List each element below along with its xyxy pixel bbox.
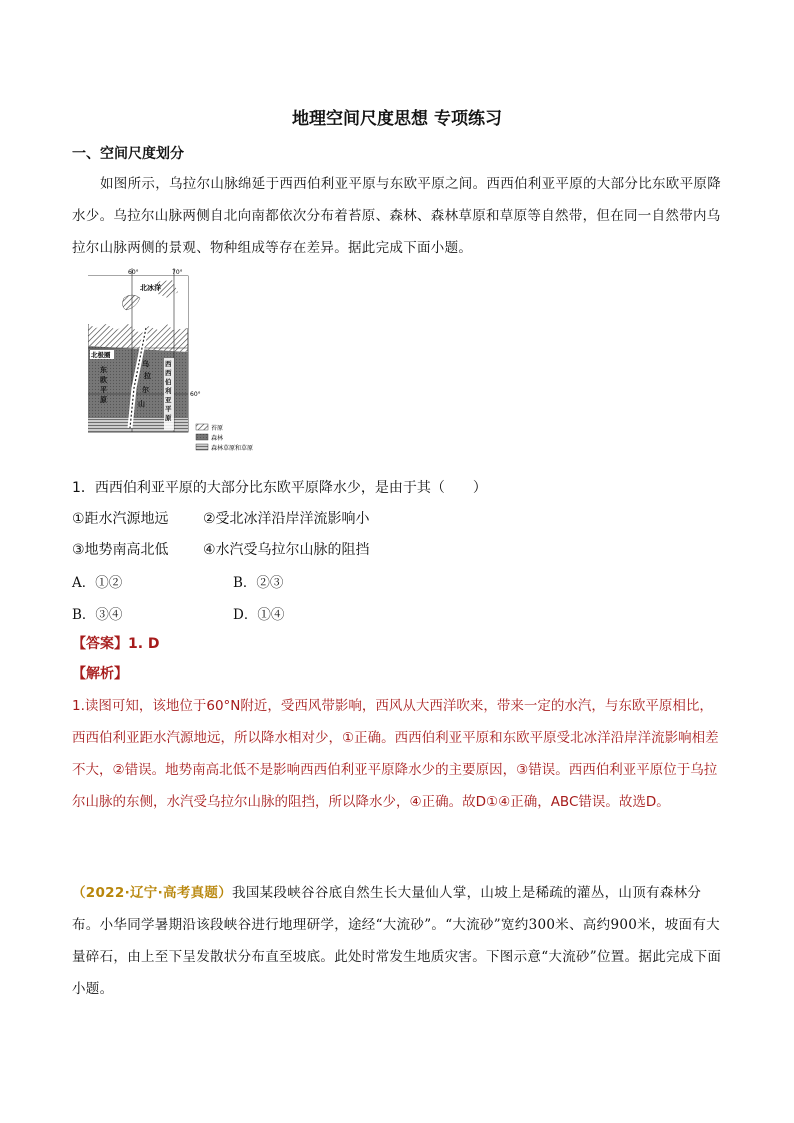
map-label-east: 东 xyxy=(100,366,107,374)
arctic-ocean-label: 北冰洋 xyxy=(140,284,161,292)
question-item-2: ②受北冰洋沿岸洋流影响小 xyxy=(203,511,370,527)
lon-60-label: 60° xyxy=(128,269,139,276)
map-label-plain1: 平 xyxy=(100,386,107,394)
lon-70-label: 70° xyxy=(172,269,183,276)
ws-label-4: 利 xyxy=(165,387,172,395)
section-heading: 一、空间尺度划分 xyxy=(72,146,184,162)
arctic-circle-label: 北极圈 xyxy=(91,351,111,359)
ural-map xyxy=(88,268,288,458)
ws-label-7: 原 xyxy=(165,414,172,422)
ws-label-5: 亚 xyxy=(165,396,172,404)
option-c[interactable]: B．③④ xyxy=(72,607,123,623)
answer-line: 【答案】1. D xyxy=(72,636,160,652)
analysis-label: 【解析】 xyxy=(72,666,128,682)
option-d[interactable]: D．①④ xyxy=(233,607,285,623)
ural-label-4: 山 xyxy=(138,400,145,408)
question-item-4: ④水汽受乌拉尔山脉的阻挡 xyxy=(203,542,370,558)
question-stem: 1．西西伯利亚平原的大部分比东欧平原降水少，是由于其（ ） xyxy=(72,480,487,496)
next-question-paragraph xyxy=(72,877,724,1005)
ws-label-3: 伯 xyxy=(165,378,172,386)
map-label-europe: 欧 xyxy=(100,376,107,384)
source-tag: （2022·辽宁·高考真题） xyxy=(72,885,233,901)
ws-label-1: 西 xyxy=(165,360,172,368)
intro-paragraph: 如图所示，乌拉尔山脉绵延于西西伯利亚平原与东欧平原之间。西西伯利亚平原的大部分比东欧平原降水少。乌拉尔山脉两侧自北向南都依次分布着苔原、森林、森林草原和草原等自然带，但在同一自然带内乌拉尔山脉两侧的景观、物种组成等存在差异。据此完成下面小题。 xyxy=(72,176,721,256)
map-label-plain2: 原 xyxy=(100,396,107,404)
ural-label-1: 乌 xyxy=(142,360,149,368)
next-question-text: 我国某段峡谷谷底自然生长大量仙人掌，山坡上是稀疏的灌丛，山顶有森林分布。小华同学暑期沿该段峡谷进行地理研学，途经“大流砂”。“大流砂”宽约300米、高约900米，坡面有大量碎石，由上至下呈发散状分布直至坡底。此处时常发生地质灾害。下图示意“大流砂”位置。据此完成下面小题。 xyxy=(72,885,722,997)
ural-label-2: 拉 xyxy=(144,372,151,380)
explanation-paragraph: 1.读图可知，该地位于60°N附近，受西风带影响，西风从大西洋吹来，带来一定的水汽，与东欧平原相比，西西伯利亚距水汽源地远，所以降水相对少，①正确。西西伯利亚平原和东欧平原受北冰洋沿岸洋流影响相差不大，②错误。地势南高北低不是影响西西伯利亚平原降水少的主要原因，③错误。西西伯利亚平原位于乌拉尔山脉的东侧，水汽受乌拉尔山脉的阻挡，所以降水少，④正确。故D①④正确，ABC错误。故选D。 xyxy=(72,698,719,810)
legend-tundra: 苔原 xyxy=(211,425,224,432)
question-item-3: ③地势南高北低 xyxy=(72,542,169,558)
legend-steppe: 森林草原和草原 xyxy=(211,445,254,452)
legend-forest: 森林 xyxy=(211,435,224,442)
ws-label-2: 西 xyxy=(165,369,172,377)
lat-60-label: 60° xyxy=(190,391,201,398)
page-title: 地理空间尺度思想 专项练习 xyxy=(292,109,502,129)
option-b[interactable]: B．②③ xyxy=(233,575,284,591)
ws-label-6: 平 xyxy=(165,405,172,413)
option-a[interactable]: A．①② xyxy=(72,575,123,591)
question-item-1: ①距水汽源地远 xyxy=(72,511,169,527)
ural-label-3: 尔 xyxy=(142,386,149,394)
